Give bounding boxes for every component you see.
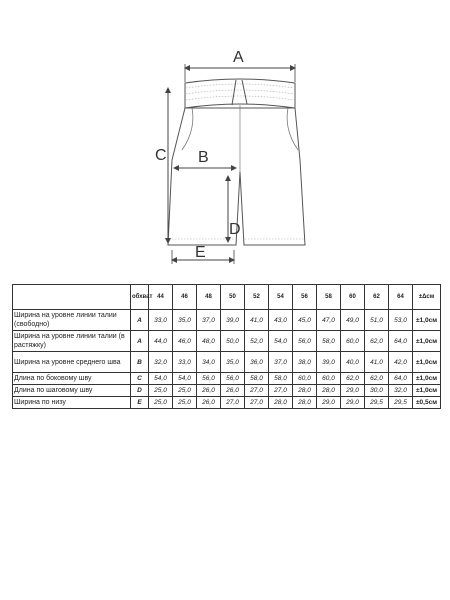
measurement-value: 35,0 [173,310,197,331]
table-row [13,331,441,352]
measurement-value: 44,0 [149,331,173,352]
measurement-value: 26,0 [221,385,245,397]
measurement-value: 25,0 [173,397,197,409]
measurement-value: 30,0 [365,385,389,397]
table-row [13,397,441,409]
measurement-value: 48,0 [197,331,221,352]
measurement-name: Длина по шаговому шву [13,385,131,397]
measurement-value: 56,0 [221,373,245,385]
measurement-value: 50,0 [221,331,245,352]
measurement-value: 54,0 [173,373,197,385]
measurement-value: 45,0 [293,310,317,331]
measurement-value: 47,0 [317,310,341,331]
measurement-value: 58,0 [245,373,269,385]
table-row [13,352,441,373]
measurement-value: 28,0 [293,397,317,409]
measurement-value: 26,0 [197,385,221,397]
measurement-tolerance: ±1,0см [413,385,441,397]
dimension-d-label: D [229,221,241,238]
measurement-value: 54,0 [149,373,173,385]
measurement-value: 64,0 [389,373,413,385]
header-size-cell: 46 [173,285,197,310]
measurement-value: 38,0 [293,352,317,373]
measurement-value: 25,0 [149,397,173,409]
header-code-cell: обхват [131,285,149,310]
header-size-cell: 58 [317,285,341,310]
measurement-value: 56,0 [197,373,221,385]
measurement-value: 62,0 [365,331,389,352]
measurement-value: 56,0 [293,331,317,352]
measurement-value: 39,0 [317,352,341,373]
header-size-cell: 56 [293,285,317,310]
table-header-row [13,285,441,310]
measurement-value: 28,0 [293,385,317,397]
measurement-value: 25,0 [173,385,197,397]
header-size-cell: 44 [149,285,173,310]
header-size-cell: 50 [221,285,245,310]
measurement-value: 34,0 [197,352,221,373]
measurement-value: 60,0 [293,373,317,385]
measurement-tolerance: ±1,0см [413,310,441,331]
measurement-value: 27,0 [245,397,269,409]
measurement-value: 37,0 [197,310,221,331]
measurement-value: 28,0 [317,385,341,397]
measurement-value: 28,0 [269,397,293,409]
measurement-value: 32,0 [389,385,413,397]
header-size-cell: 48 [197,285,221,310]
measurement-value: 27,0 [269,385,293,397]
measurement-value: 60,0 [317,373,341,385]
measurement-value: 29,5 [389,397,413,409]
measurement-value: 58,0 [269,373,293,385]
measurement-code: E [131,397,149,409]
header-size-cell: 52 [245,285,269,310]
measurement-value: 29,0 [341,385,365,397]
measurement-code: D [131,385,149,397]
header-tolerance-cell: ±Δсм [413,285,441,310]
measurement-code: A [131,310,149,331]
shorts-measurement-diagram [150,40,340,270]
measurement-value: 58,0 [317,331,341,352]
measurement-value: 27,0 [245,385,269,397]
measurement-value: 27,0 [221,397,245,409]
measurement-tolerance: ±0,5см [413,397,441,409]
header-size-cell: 54 [269,285,293,310]
size-chart [12,284,438,409]
measurement-name: Ширина на уровне линии талии (свободно) [13,310,131,331]
shorts-sketch [150,40,340,270]
measurement-name: Ширина на уровне среднего шва [13,352,131,373]
measurement-value: 43,0 [269,310,293,331]
measurement-value: 62,0 [341,373,365,385]
header-size-cell: 62 [365,285,389,310]
table-row [13,385,441,397]
header-size-cell: 60 [341,285,365,310]
measurement-value: 53,0 [389,310,413,331]
measurement-value: 26,0 [197,397,221,409]
measurement-value: 29,5 [365,397,389,409]
size-table [12,284,441,409]
measurement-value: 33,0 [149,310,173,331]
header-name-cell [13,285,131,310]
waistband [185,79,295,108]
measurement-value: 52,0 [245,331,269,352]
measurement-value: 39,0 [221,310,245,331]
table-row [13,310,441,331]
measurement-value: 54,0 [269,331,293,352]
measurement-value: 60,0 [341,331,365,352]
measurement-value: 49,0 [341,310,365,331]
measurement-value: 41,0 [245,310,269,331]
measurement-value: 25,0 [149,385,173,397]
measurement-value: 37,0 [269,352,293,373]
measurement-value: 64,0 [389,331,413,352]
measurement-code: B [131,352,149,373]
measurement-value: 35,0 [221,352,245,373]
table-row [13,373,441,385]
measurement-value: 40,0 [341,352,365,373]
dimension-a-label: A [233,49,244,66]
measurement-code: C [131,373,149,385]
measurement-name: Ширина по низу [13,397,131,409]
measurement-value: 33,0 [173,352,197,373]
measurement-name: Ширина на уровне линии талии (в растяжку) [13,331,131,352]
measurement-value: 36,0 [245,352,269,373]
measurement-value: 41,0 [365,352,389,373]
measurement-value: 51,0 [365,310,389,331]
measurement-value: 46,0 [173,331,197,352]
dimension-b-label: B [198,149,209,166]
measurement-value: 32,0 [149,352,173,373]
measurement-tolerance: ±1,0см [413,352,441,373]
measurement-name: Длина по боковому шву [13,373,131,385]
measurement-tolerance: ±1,0см [413,373,441,385]
measurement-value: 42,0 [389,352,413,373]
measurement-value: 62,0 [365,373,389,385]
measurement-value: 29,0 [317,397,341,409]
dimension-c-label: C [155,147,167,164]
measurement-code: A [131,331,149,352]
dimension-e-label: E [195,244,206,261]
header-size-cell: 64 [389,285,413,310]
measurement-value: 29,0 [341,397,365,409]
measurement-tolerance: ±1,0см [413,331,441,352]
